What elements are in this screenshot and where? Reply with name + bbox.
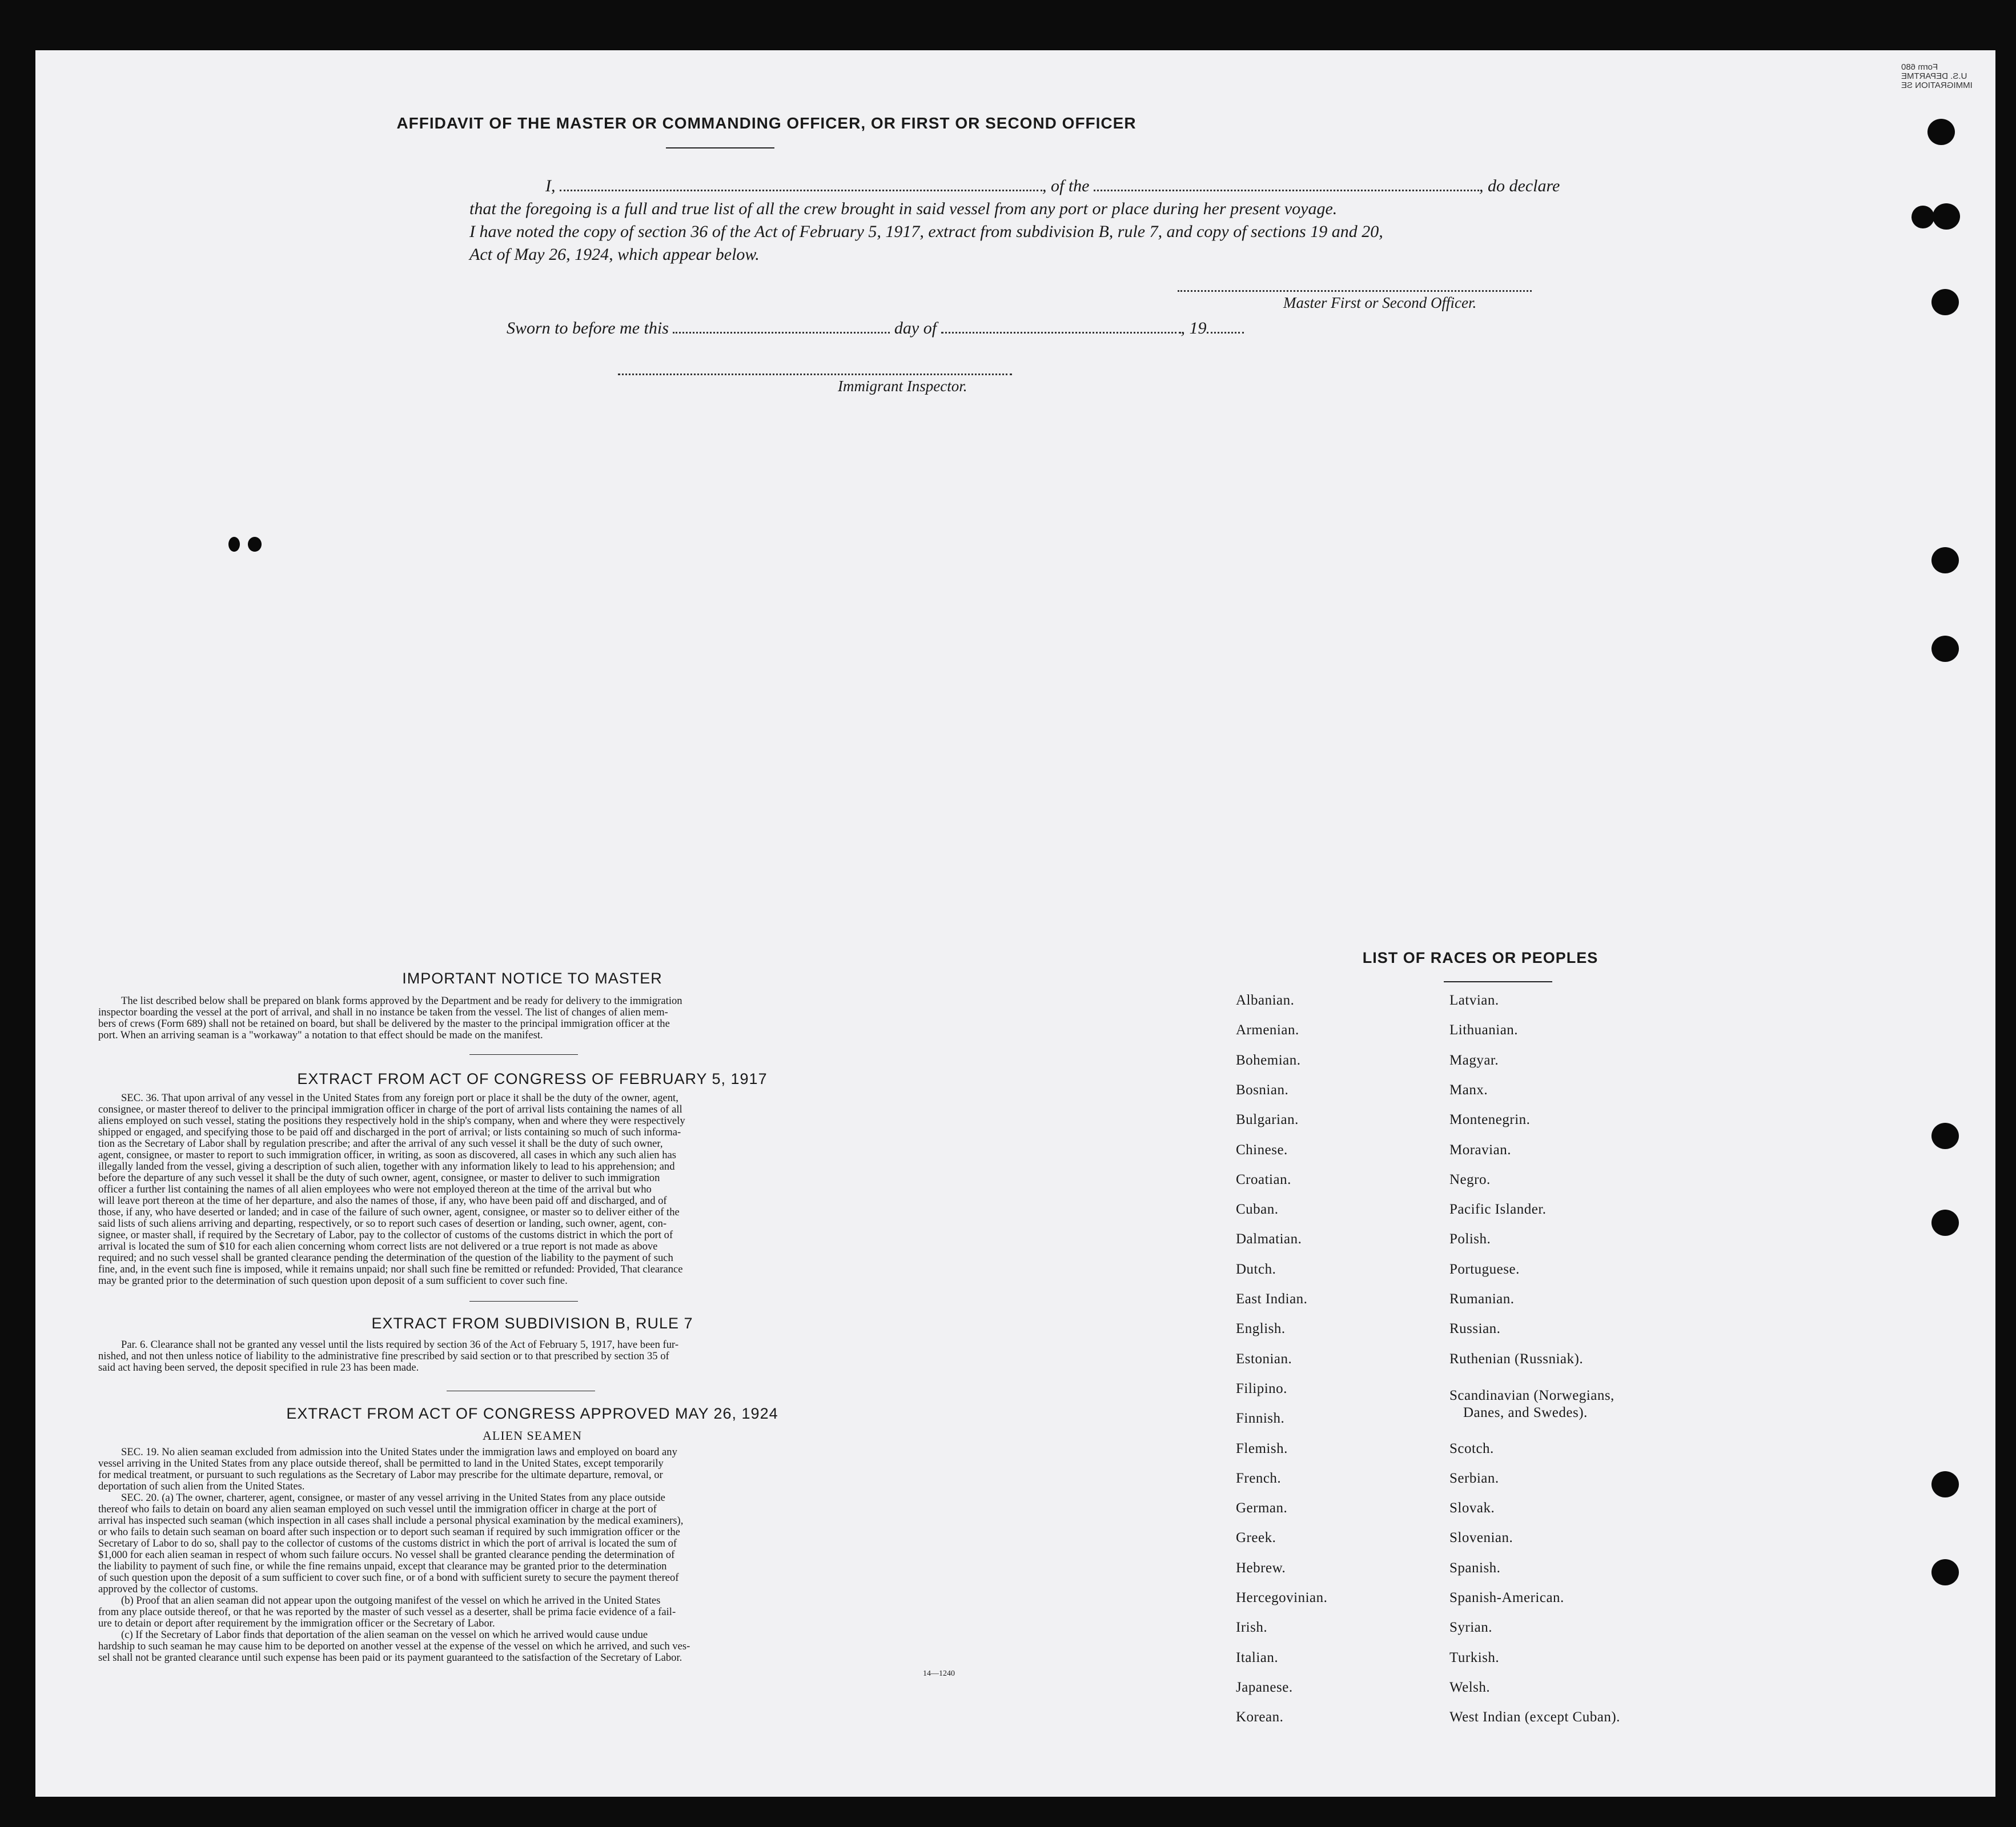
- extract-1917-section: [98, 1070, 966, 1287]
- race-item: Armenian.: [1236, 1022, 1299, 1038]
- affidavit-title: AFFIDAVIT OF THE MASTER OR COMMANDING OFFICER, OR FIRST OR SECOND OFFICER: [396, 114, 1136, 132]
- inspector-caption: Immigrant Inspector.: [838, 378, 967, 395]
- extract-1924-heading: EXTRACT FROM ACT OF CONGRESS APPROVED MAY 26, 1924: [286, 1405, 778, 1422]
- race-item: Pacific Islander.: [1449, 1202, 1547, 1218]
- extract-rule7-section: [98, 1315, 966, 1374]
- extract-1917-text: SEC. 36. That upon arrival of any vessel in the United States from any foreign port or place it shall be the duty of the owner, agent, consignee, or master thereof to deliver to the principal immigration officer in charge of the port of arrival lists containing the names of all aliens employed on such vessel, stating the positions they respectively hold in the ship's company, when and where they were respectively shipped or engaged, and specifying those to be paid off and discharged in the port of arrival; or lists containing so much of such informa- tion as the Secretary of Labor shall by regulation prescribe; and after the arrival of any such vessel it shall be the duty of such owner, agent, consignee, or master to report to such immigration officer, in writing, as soon as discovered, all cases in which any such alien has illegally landed from the vessel, giving a description of such alien, together with any information likely to lead to his apprehension; and before the departure of any such vessel it shall be the duty of such owner, agent, consignee, or master to deliver to such immigration officer a further list containing the names of all alien employees who were not employed thereon at the time of the arrival but who will leave port thereon at the time of her departure, and also the names of those, if any, who have been paid off and discharged, and of those, if any, who have deserted or landed; and in case of the failure of such owner, agent, consignee, or master so to deliver either of the said lists of such aliens arriving and departing, respectively, or so to report such cases of desertion or landing, such owner, agent, con- signee, or master shall, if required by the Secretary of Labor, pay to the collector of customs of the customs district in which the port of arrival is located the sum of $10 for each alien concerning whom correct lists are not delivered or a true report is not made as above required; and no such vessel shall be granted clearance pending the determination of the question of the liability to the payment of such fine, and, in the event such fine is imposed, while it remains unpaid; nor shall such fine be remitted or refunded: Provided, That clearance may be granted prior to the determination of such question upon deposit of a sum sufficient to cover such fine.: [98, 1092, 685, 1287]
- race-item: Negro.: [1449, 1171, 1491, 1187]
- race-item: Spanish.: [1449, 1560, 1501, 1576]
- notice-text: The list described below shall be prepared on blank forms approved by the Department and be ready for delivery to the immigration inspector boarding the vessel at the port of arrival, and shall in no instance be taken from the vessel. The list of changes of alien mem- bers of crews (Form 689) shall not be retained on board, but shall be delivered by the master to the principal immigration officer at the port. When an arriving seaman is a "workaway" a notation to that effect should be made on the manifest.: [98, 995, 682, 1041]
- notice-section: [98, 970, 966, 1041]
- sworn-day-blank[interactable]: [673, 319, 890, 334]
- race-item: Croatian.: [1236, 1171, 1291, 1187]
- race-item: Syrian.: [1449, 1620, 1493, 1636]
- race-item: Latvian.: [1449, 993, 1499, 1008]
- race-item: Portuguese.: [1449, 1261, 1520, 1277]
- punch-hole: [1911, 206, 1934, 228]
- vessel-blank[interactable]: [1094, 177, 1479, 191]
- race-item: Scandinavian (Norwegians,: [1449, 1387, 1615, 1403]
- race-item: Japanese.: [1236, 1679, 1293, 1695]
- race-item: Slovenian.: [1449, 1530, 1513, 1546]
- race-item: Welsh.: [1449, 1679, 1491, 1695]
- race-item: Flemish.: [1236, 1440, 1288, 1456]
- race-item: Spanish-American.: [1449, 1590, 1564, 1605]
- race-item: English.: [1236, 1321, 1286, 1337]
- punch-hole: [1931, 547, 1959, 573]
- race-item: French.: [1236, 1470, 1282, 1486]
- form-code: 14—1240: [923, 1669, 955, 1678]
- race-item: Dutch.: [1236, 1261, 1276, 1277]
- race-item: Cuban.: [1236, 1202, 1279, 1218]
- race-item: Serbian.: [1449, 1470, 1499, 1486]
- race-item: Estonian.: [1236, 1351, 1292, 1367]
- section-rule: [469, 1301, 578, 1302]
- race-item: Slovak.: [1449, 1500, 1495, 1516]
- race-item: Bulgarian.: [1236, 1112, 1299, 1128]
- master-signature-line[interactable]: [1178, 290, 1532, 292]
- race-item: Russian.: [1449, 1321, 1501, 1337]
- sworn-month-blank[interactable]: [941, 319, 1181, 334]
- race-item: Korean.: [1236, 1709, 1284, 1725]
- race-item: Bohemian.: [1236, 1052, 1301, 1068]
- notice-heading: IMPORTANT NOTICE TO MASTER: [402, 970, 662, 987]
- race-item: Ruthenian (Russniak).: [1449, 1351, 1584, 1367]
- race-item: West Indian (except Cuban).: [1449, 1709, 1620, 1725]
- race-item: Magyar.: [1449, 1052, 1499, 1068]
- race-item: Lithuanian.: [1449, 1022, 1519, 1038]
- race-item: Hebrew.: [1236, 1560, 1286, 1576]
- sworn-line: Sworn to before me this day of , 19: [507, 319, 1244, 338]
- race-item: Moravian.: [1449, 1142, 1511, 1158]
- declaration-line-3: I have noted the copy of section 36 of the Act of February 5, 1917, extract from subdivision B, rule 7, and copy of sections 19 and 20,: [469, 222, 1383, 241]
- race-item: Albanian.: [1236, 993, 1295, 1008]
- race-item: Filipino.: [1236, 1380, 1287, 1396]
- race-item: Manx.: [1449, 1082, 1488, 1098]
- race-item: Rumanian.: [1449, 1291, 1515, 1307]
- race-item: Montenegrin.: [1449, 1112, 1531, 1128]
- races-heading: LIST OF RACES OR PEOPLES: [1362, 949, 1599, 966]
- sworn-year-blank[interactable]: [1207, 319, 1244, 334]
- race-item: Dalmatian.: [1236, 1231, 1302, 1247]
- name-blank[interactable]: [560, 177, 1042, 191]
- title-rule: [666, 147, 774, 148]
- declaration-line-2: that the foregoing is a full and true list of all the crew brought in said vessel from any port or place during her present voyage.: [469, 199, 1338, 218]
- race-item: Bosnian.: [1236, 1082, 1289, 1098]
- ink-mark: [228, 537, 240, 552]
- alien-seamen-subheading: ALIEN SEAMEN: [483, 1428, 582, 1443]
- extract-1924-section: [98, 1405, 966, 1679]
- ink-mark: [248, 537, 262, 552]
- form-corner-label: Form 680 U.S. DEPARTME IMMIGRATION SE: [1901, 62, 1973, 90]
- declaration-line-4: Act of May 26, 1924, which appear below.: [469, 245, 760, 264]
- extract-rule7-heading: EXTRACT FROM SUBDIVISION B, RULE 7: [371, 1315, 693, 1332]
- punch-hole: [1931, 1123, 1959, 1149]
- punch-hole: [1931, 289, 1959, 315]
- race-item: Italian.: [1236, 1649, 1279, 1665]
- race-item: Irish.: [1236, 1620, 1268, 1636]
- declaration-line-1: I, , of the , do declare: [545, 176, 1560, 195]
- extract-1917-heading: EXTRACT FROM ACT OF CONGRESS OF FEBRUARY 5, 1917: [297, 1070, 768, 1087]
- punch-hole: [1931, 636, 1959, 662]
- race-item: Polish.: [1449, 1231, 1491, 1247]
- race-item: Finnish.: [1236, 1411, 1285, 1427]
- race-item: Chinese.: [1236, 1142, 1288, 1158]
- punch-hole: [1927, 119, 1955, 145]
- section-rule: [469, 1054, 578, 1055]
- race-item: Hercegovinian.: [1236, 1590, 1328, 1605]
- extract-rule7-text: Par. 6. Clearance shall not be granted any vessel until the lists required by section 36 of the Act of February 5, 1917, have been fur- nished, and not then unless notice of liability to the administrative fine prescribed by said section or to that prescribed by section 35 of said act having been served, the deposit specified in rule 23 has been made.: [98, 1339, 679, 1374]
- master-caption: Master First or Second Officer.: [1283, 294, 1477, 311]
- races-rule: [1444, 981, 1552, 982]
- race-item: Turkish.: [1449, 1649, 1500, 1665]
- race-item: East Indian.: [1236, 1291, 1308, 1307]
- race-item: Scotch.: [1449, 1440, 1494, 1456]
- inspector-signature-line[interactable]: [618, 374, 1012, 375]
- punch-hole: [1931, 1210, 1959, 1236]
- punch-hole: [1931, 1471, 1959, 1497]
- punch-hole: [1933, 203, 1960, 230]
- punch-hole: [1931, 1559, 1959, 1585]
- race-item: Danes, and Swedes).: [1463, 1404, 1588, 1420]
- form-page: [35, 50, 1995, 1797]
- extract-1924-text: SEC. 19. No alien seaman excluded from admission into the United States under the immigration laws and employed on board any vessel arriving in the United States from any place outside thereof, shall be permitted to land in the United States, except temporarily for medical treatment, or pursuant to such regulations as the Secretary of Labor may prescribe for the ultimate departure, removal, or deportation of such alien from the United States. SEC. 20. (a) The owner, charterer, agent, consignee, or master of any vessel arriving in the United States from any place outside thereof who fails to detain on board any alien seaman employed on such vessel until the immigration officer in charge at the port of arrival has inspected such seaman (which inspection in all cases shall include a personal physical examination by the medical examiners), or who fails to detain such seaman on board after such inspection or to deport such seaman if required by such immigration officer or the Secretary of Labor to do so, shall pay to the collector of customs of the customs district in which the port of arrival is located the sum of $1,000 for each alien seaman in respect of whom such failure occurs. No vessel shall be granted clearance pending the determination of the liability to payment of such fine, or while the fine remains unpaid, except that clearance may be granted prior to the determination of such question upon the deposit of a sum sufficient to cover such fine, or of a bond with sufficient surety to secure the payment thereof approved by the collector of customs. (b) Proof that an alien seaman did not appear upon the outgoing manifest of the vessel on which he arrived in the United States from any place outside thereof, or that he was reported by the master of such vessel as a deserter, shall be prima facie evidence of a fail- ure to detain or deport after requirement by the immigration officer or the Secretary of Labor. (c) If the Secretary of Labor finds that deportation of the alien seaman on the vessel on which he arrived would cause undue hardship to such seaman he may cause him to be deported on another vessel at the expense of the vessel on which he arrived, and such ves- sel shall not be granted clearance until such expense has been paid or its payment guaranteed to the satisfaction of the Secretary of Labor.: [98, 1446, 690, 1664]
- race-item: Greek.: [1236, 1530, 1276, 1546]
- race-item: German.: [1236, 1500, 1288, 1516]
